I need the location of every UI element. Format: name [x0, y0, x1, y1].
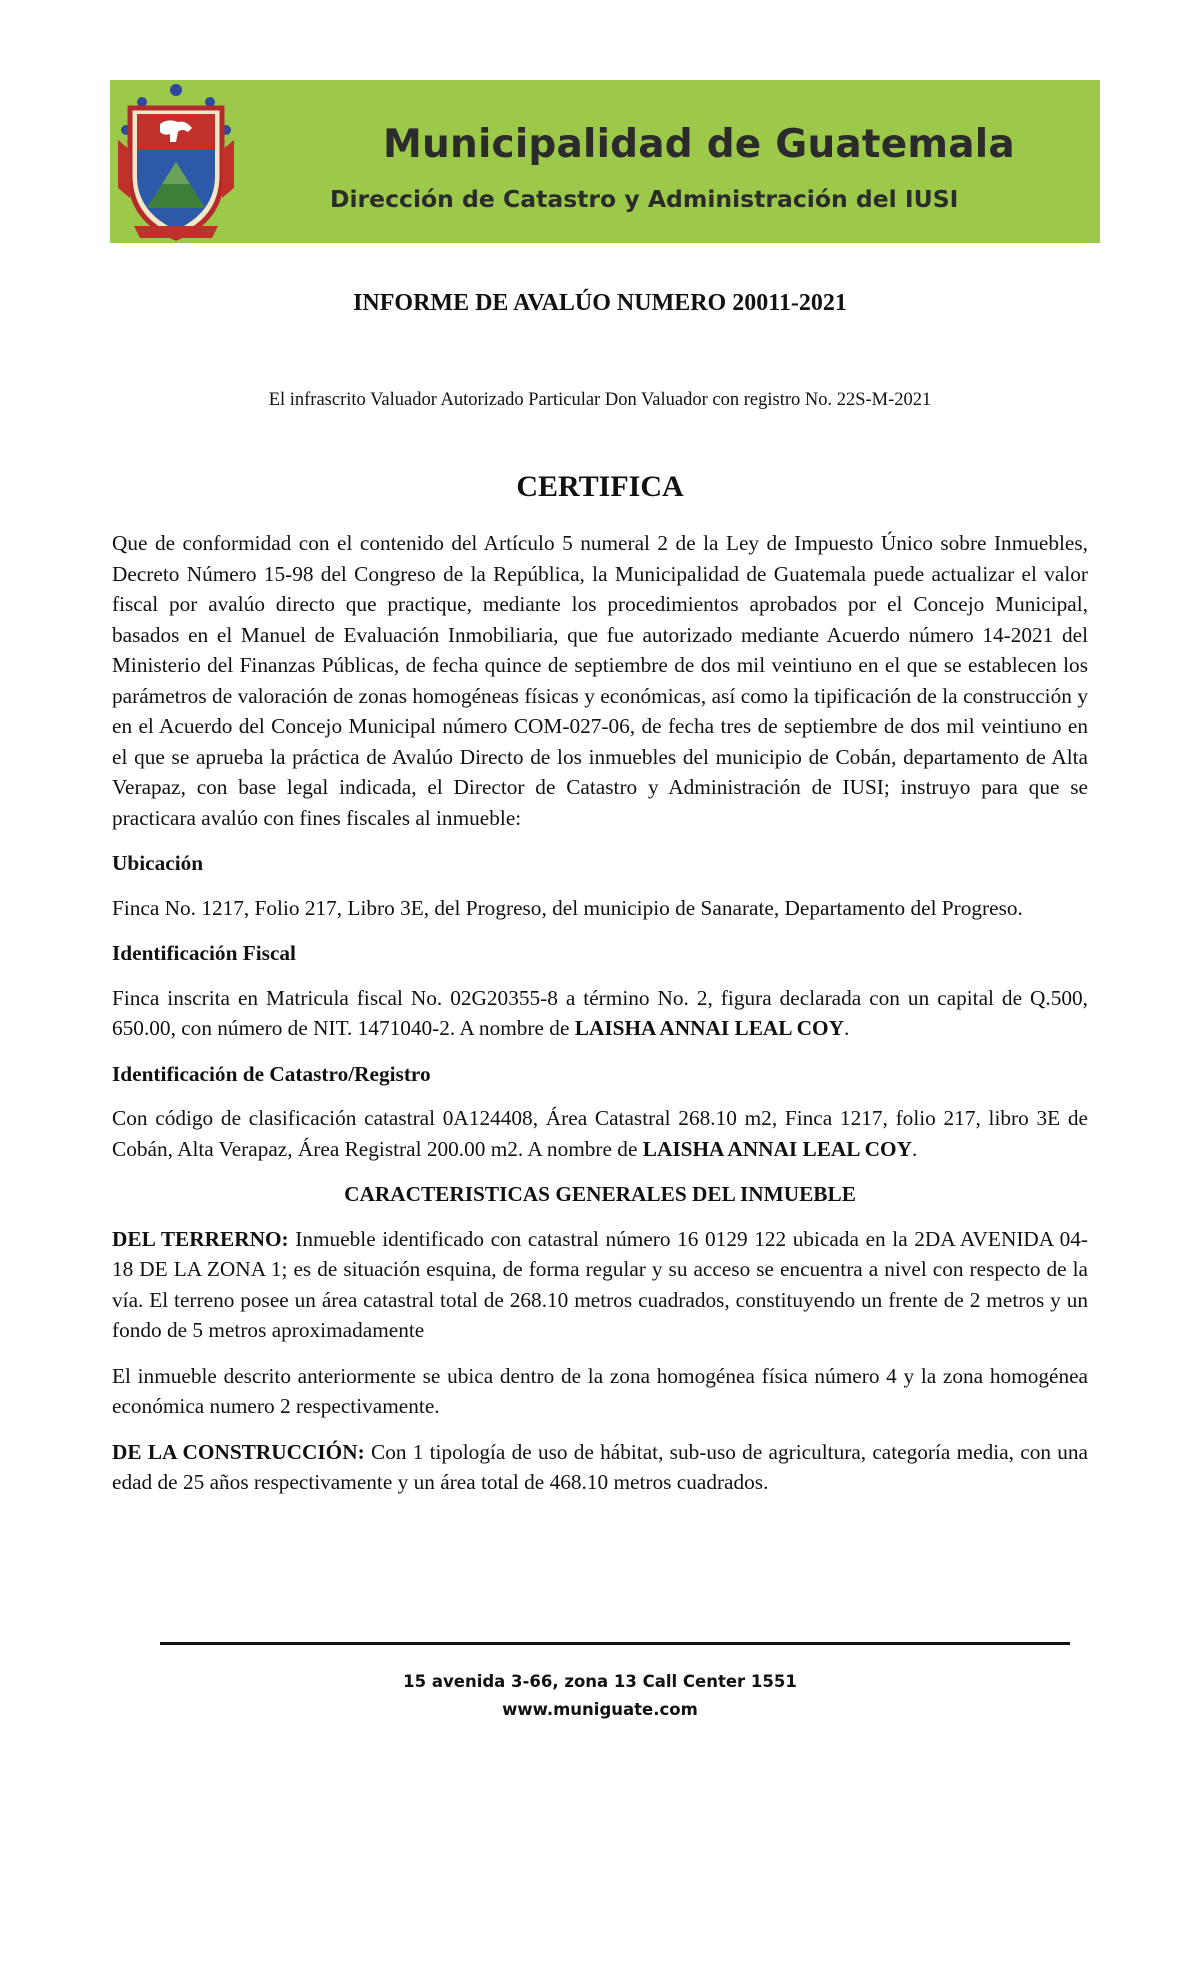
municipal-crest-icon — [112, 80, 240, 243]
terreno-label: DEL TERRERNO: — [112, 1226, 289, 1251]
footer-website: www.muniguate.com — [502, 1700, 698, 1719]
report-title: INFORME DE AVALÚO NUMERO 20011-2021 — [353, 290, 847, 316]
construccion-paragraph — [112, 1437, 1088, 1498]
footer-divider — [160, 1642, 1070, 1645]
ubicacion-heading: Ubicación — [112, 851, 204, 875]
terreno-paragraph — [112, 1224, 1088, 1346]
ubicacion-text: Finca No. 1217, Folio 217, Libro 3E, del Progreso, del municipio de Sanarate, Departamento del Progreso. — [112, 895, 1023, 920]
appraiser-intro: El infrascrito Valuador Autorizado Particular Don Valuador con registro No. 22S-M-2021 — [268, 390, 932, 410]
construccion-text: Con 1 tipología de uso de hábitat, sub-uso de agricultura, categoría media, con una edad de 25 años respectivamente y un área total de 468.10 metros cuadrados. — [112, 1439, 1088, 1494]
identificacion-fiscal-heading: Identificación Fiscal — [112, 941, 296, 965]
fiscal-owner-name: LAISHA ANNAI LEAL COY — [574, 1016, 844, 1040]
catastro-end: . — [911, 1136, 918, 1161]
header-banner — [110, 80, 1100, 243]
identificacion-catastro-text: Con código de clasificación catastral 0A124408, Área Catastral 268.10 m2, Finca 1217, folio 217, libro 3E de Cobán, Alta Verapaz, Área Registral 200.00 m2. A nombre de — [112, 1106, 1088, 1161]
caracteristicas-heading: CARACTERISTICAS GENERALES DEL INMUEBLE — [344, 1182, 856, 1206]
terreno-text: Inmueble identificado con catastral número 16 0129 122 ubicada en la 2DA AVENIDA 04-18 DE LA ZONA 1; es de situación esquina, de forma regular y su acceso se encuentra a nivel con respecto de la vía. El terreno posee un área catastral total de 268.10 metros cuadrados, constituyendo un frente de 2 metros y un fondo de 5 metros aproximadamente — [112, 1226, 1088, 1342]
identificacion-fiscal-text: Finca inscrita en Matricula fiscal No. 02G20355-8 a término No. 2, figura declarada con un capital de Q.500, 650.00, con número de NIT. 1471040-2. A nombre de — [112, 985, 1088, 1040]
certification-paragraph: Que de conformidad con el contenido del Artículo 5 numeral 2 de la Ley de Impuesto Único sobre Inmuebles, Decreto Número 15-98 del Congreso de la República, la Municipalidad de Guatemala puede actualizar el valor fiscal por avalúo directo que practique, mediante los procedimientos aprobados por el Concejo Municipal, basados en el Manuel de Evaluación Inmobiliaria, que fue autorizado mediante Acuerdo número 14-2021 del Ministerio del Finanzas Públicas, de fecha quince de septiembre de dos mil veintiuno en el que se establecen los parámetros de valoración de zonas homogéneas físicas y económicas, así como la tipificación de la construcción y en el Acuerdo del Concejo Municipal número COM-027-06, de fecha tres de septiembre de dos mil veintiuno en el que se aprueba la práctica de Avalúo Directo de los inmuebles del municipio de Cobán, departamento de Alta Verapaz, con base legal indicada, el Director de Catastro y Administración de IUSI; instruyo para que se practicara avalúo con fines fiscales al inmueble: — [112, 531, 1088, 830]
identificacion-fiscal-paragraph — [112, 983, 1088, 1044]
footer-address: 15 avenida 3-66, zona 13 Call Center 1551 — [403, 1672, 797, 1691]
identificacion-catastro-heading: Identificación de Catastro/Registro — [112, 1061, 431, 1086]
certifica-heading: CERTIFICA — [516, 470, 684, 503]
zona-paragraph: El inmueble descrito anteriormente se ubica dentro de la zona homogénea física número 4 y la zona homogénea económica numero 2 respectivamente. — [112, 1363, 1088, 1418]
construccion-label: DE LA CONSTRUCCIÓN: — [112, 1439, 365, 1464]
document-body — [112, 528, 1088, 1498]
identificacion-catastro-paragraph — [112, 1103, 1088, 1164]
fiscal-end: . — [843, 1016, 850, 1040]
department-subtitle: Dirección de Catastro y Administración del IUSI — [330, 185, 959, 213]
catastro-owner-name: LAISHA ANNAI LEAL COY — [642, 1136, 912, 1161]
municipality-title: Municipalidad de Guatemala — [383, 122, 1015, 167]
